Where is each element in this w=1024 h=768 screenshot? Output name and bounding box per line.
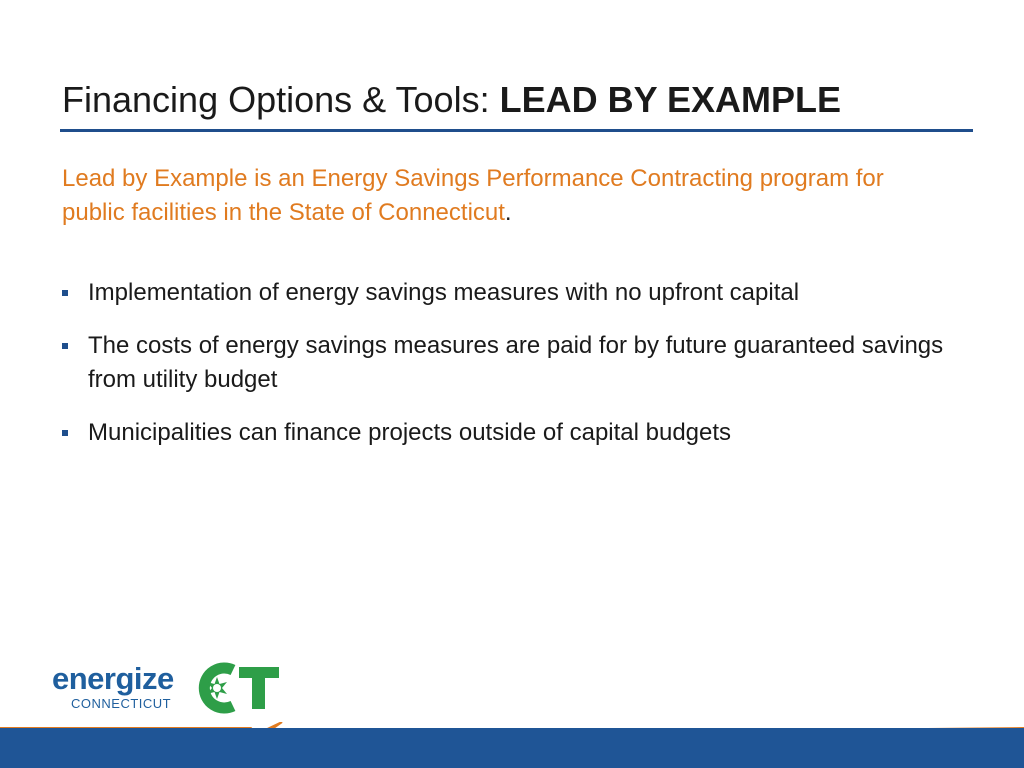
bullet-marker (62, 430, 68, 436)
title-divider (60, 129, 973, 132)
bullet-text: Municipalities can finance projects outside of capital budgets (88, 419, 732, 446)
intro-punctuation: . (504, 199, 512, 226)
footer-bar (0, 728, 1024, 768)
bullet-item (62, 276, 962, 310)
intro-text: Lead by Example is an Energy Savings Performance Contracting program for public facilities in the State of Connecticut (62, 165, 884, 226)
bullet-text: The costs of energy savings measures are paid for by future guaranteed savings from utility budget (88, 332, 944, 393)
slide-title (62, 78, 841, 122)
logo-wordmark: energize (52, 661, 174, 696)
logo-subtitle: CONNECTICUT (71, 696, 172, 711)
intro-paragraph (62, 162, 942, 230)
bullet-marker (62, 290, 68, 296)
bullet-item (62, 416, 962, 450)
title-prefix: Financing Options & Tools: (62, 79, 500, 120)
bullet-text: Implementation of energy savings measures with no upfront capital (88, 279, 800, 306)
ct-starburst-icon (189, 662, 281, 714)
bullet-list (62, 276, 962, 469)
title-emphasis: LEAD BY EXAMPLE (499, 79, 841, 120)
bullet-marker (62, 343, 68, 349)
bullet-item (62, 329, 962, 397)
